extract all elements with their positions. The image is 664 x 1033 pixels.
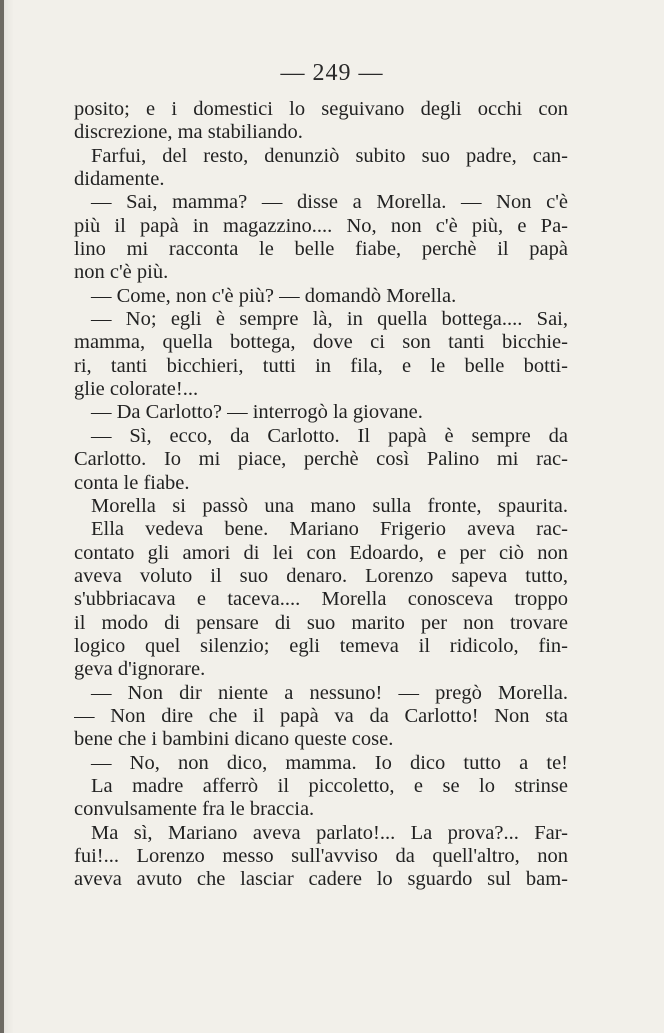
text-line: — Sì, ecco, da Carlotto. Il papà è sempre da	[91, 424, 568, 447]
text-line: — Come, non c'è più? — domandò Morella.	[91, 284, 457, 307]
text-line: aveva voluto il suo denaro. Lorenzo sapeva tutto,	[74, 564, 568, 587]
text-line: Morella si passò una mano sulla fronte, spaurita.	[91, 494, 568, 517]
text-line: conta le fiabe.	[74, 471, 190, 494]
text-line: discrezione, ma stabiliando.	[74, 121, 303, 144]
text-line: Ma sì, Mariano aveva parlato!... La prova?... Far-	[91, 821, 568, 844]
text-line: — Non dir niente a nessuno! — pregò Morella.	[91, 681, 568, 704]
text-line: aveva avuto che lasciar cadere lo sguardo sul bam-	[74, 868, 568, 891]
page-number: — 249 —	[280, 60, 384, 86]
text-line: — Sai, mamma? — disse a Morella. — Non c'è	[91, 191, 568, 214]
text-line: geva d'ignorare.	[74, 658, 206, 681]
text-line: fui!... Lorenzo messo sull'avviso da quell'altro, non	[74, 845, 568, 867]
text-line: Ella vedeva bene. Mariano Frigerio aveva rac-	[91, 518, 568, 541]
text-line: lino mi racconta le belle fiabe, perchè il papà	[74, 238, 568, 261]
text-line: bene che i bambini dicano queste cose.	[74, 728, 394, 751]
text-line: — Non dire che il papà va da Carlotto! Non sta	[74, 704, 568, 727]
text-line: logico quel silenzio; egli temeva il ridicolo, fin-	[74, 634, 568, 657]
text-line: — No; egli è sempre là, in quella bottega.... Sai,	[91, 308, 568, 331]
text-line: non c'è più.	[74, 261, 169, 284]
binding-edge	[0, 0, 4, 1033]
text-line: posito; e i domestici lo seguivano degli occhi con	[74, 98, 568, 120]
text-line: s'ubbriacava e taceva.... Morella conosceva troppo	[74, 588, 568, 611]
text-line: Carlotto. Io mi piace, perchè così Palino mi rac-	[74, 448, 568, 471]
text-line: — No, non dico, mamma. Io dico tutto a te!	[91, 751, 568, 774]
text-line: ri, tanti bicchieri, tutti in fila, e le belle botti-	[74, 354, 568, 377]
page-text	[74, 98, 568, 892]
text-line: didamente.	[74, 168, 165, 191]
text-line: — Da Carlotto? — interrogò la giovane.	[91, 401, 423, 424]
text-line: contato gli amori di lei con Edoardo, e per ciò non	[74, 541, 568, 564]
text-line: mamma, quella bottega, dove ci son tanti bicchie-	[74, 331, 568, 354]
text-line: più il papà in magazzino.... No, non c'è più, e Pa-	[74, 214, 568, 237]
text-line: Farfui, del resto, denunziò subito suo padre, can-	[91, 144, 568, 167]
text-line: La madre afferrò il piccoletto, e se lo strinse	[91, 774, 568, 797]
text-line: convulsamente fra le braccia.	[74, 798, 315, 821]
text-line: il modo di pensare di suo marito per non trovare	[74, 611, 568, 634]
text-line: glie colorate!...	[74, 378, 199, 401]
